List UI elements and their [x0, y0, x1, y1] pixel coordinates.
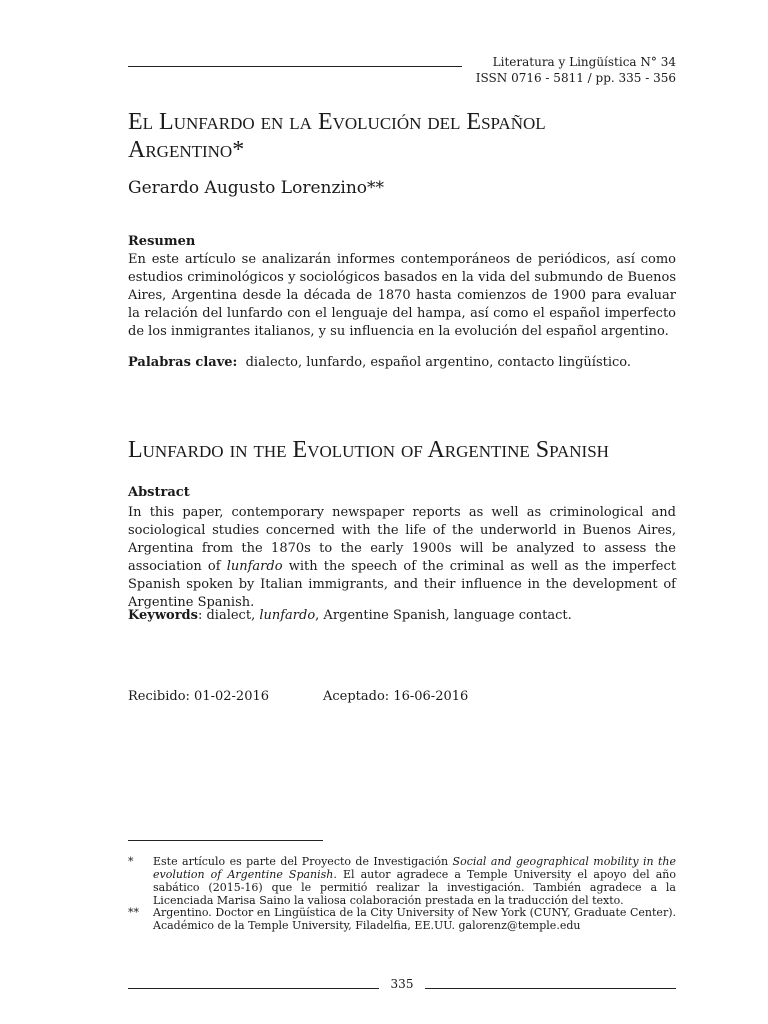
header-text — [476, 54, 676, 86]
author-name: Gerardo Augusto Lorenzino** — [128, 178, 385, 198]
palabras-clave-label: Palabras clave: — [128, 355, 238, 370]
journal-name: Literatura y Lingüística N° 34 — [492, 55, 676, 69]
resumen-heading: Resumen — [128, 234, 196, 249]
footnote-1-part2: . El autor agradece a Temple University el apoyo del año sabático (2015-16) que le permitió realizar la investigación. También agradece a la Licenciada Marisa Saino la valiosa colaboración prestada en la traducción del texto. — [153, 868, 676, 907]
accepted-date: Aceptado: 16-06-2016 — [323, 689, 469, 704]
dates — [128, 688, 468, 706]
keywords-italic: lunfardo — [259, 608, 316, 623]
title-es-line1: El Lunfardo en la Evolución del Español — [128, 109, 546, 135]
footnote-1 — [128, 855, 676, 907]
footer-rule-left — [128, 988, 379, 989]
abstract-text-italic: lunfardo — [226, 559, 283, 574]
abstract-text — [128, 504, 676, 612]
footnote-1-part1: Este artículo es parte del Proyecto de Investigación — [153, 855, 453, 868]
keywords-label: Keywords — [128, 608, 198, 623]
issn-pages: ISSN 0716 - 5811 / pp. 335 - 356 — [475, 71, 676, 85]
palabras-clave — [128, 354, 676, 372]
article-title-en: Lunfardo in the Evolution of Argentine Spanish — [128, 437, 609, 463]
footnote-2-text: Argentino. Doctor en Lingüística de la City University of New York (CUNY, Graduate Center). Académico de la Temple University, Filadelfia, EE.UU. galorenz@temple.edu — [153, 906, 676, 932]
abstract-text-part1: In this paper, contemporary newspaper reports as well as criminological and sociological studies concerned with the life of the underworld in Buenos Aires, Argentina from the 1870s to the early 1900s will be analyzed to assess the association of — [128, 505, 676, 574]
footnote-2 — [128, 906, 676, 932]
keywords-part1: : dialect, — [197, 608, 260, 623]
header-rule — [128, 66, 462, 67]
page-footer — [128, 976, 676, 992]
keywords — [128, 607, 676, 625]
footnote-1-mark: * — [128, 855, 134, 868]
article-title-es — [128, 108, 676, 164]
footnote-2-mark: ** — [128, 906, 139, 919]
footnote-1-text — [153, 855, 676, 907]
running-head — [128, 54, 676, 86]
keywords-part2: , Argentine Spanish, language contact. — [315, 608, 572, 623]
footnote-1-italic: Social and geographical mobility in the evolution of Argentine Spanish — [153, 855, 676, 881]
received-date: Recibido: 01-02-2016 — [128, 689, 270, 704]
palabras-clave-list: dialecto, lunfardo, español argentino, contacto lingüístico. — [245, 355, 632, 370]
footer-rule-right — [425, 988, 676, 989]
page-number: 335 — [390, 977, 414, 991]
title-es-line2: Argentino* — [128, 137, 245, 163]
abstract-heading: Abstract — [128, 485, 190, 500]
resumen-text: En este artículo se analizarán informes contemporáneos de periódicos, así como estudios criminológicos y sociológicos basados en la vida del submundo de Buenos Aires, Argentina desde la década de 1870 hasta comienzos de 1900 para evaluar la relación del lunfardo con el lenguaje del hampa, así como el español imperfecto de los inmigrantes italianos, y su influencia en la evolución del español argentino. — [128, 252, 676, 339]
footnote-rule — [128, 840, 323, 841]
abstract-text-part2: with the speech of the criminal as well as the imperfect Spanish spoken by Italian immigrants, and their influence in the development of Argentine Spanish. — [128, 559, 676, 610]
